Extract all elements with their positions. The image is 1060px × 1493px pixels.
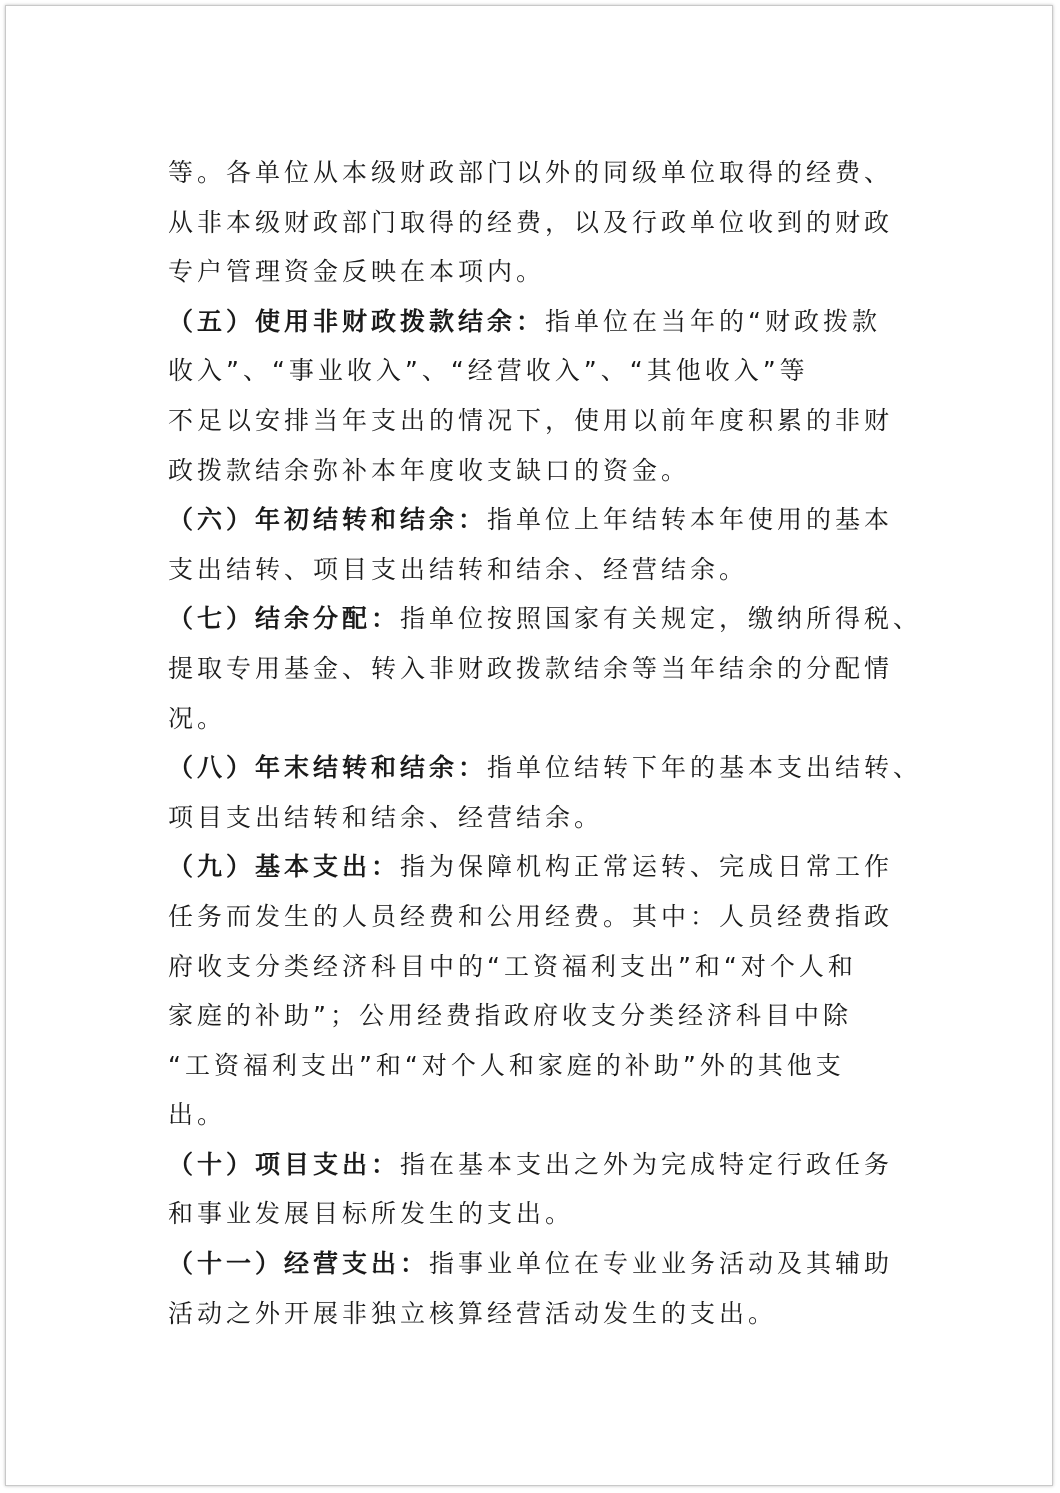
text-line: 支出结转、项目支出结转和结余、经营结余。 <box>168 554 749 584</box>
term-heading: （五）使用非财政拨款结余： <box>168 306 546 336</box>
definition-text: 指单位上年结转本年使用的基本 <box>487 505 894 535</box>
term-heading: （十一）经营支出： <box>168 1249 430 1279</box>
term-heading: （九）基本支出： <box>168 852 401 882</box>
text-line: 从非本级财政部门取得的经费，以及行政单位收到的财政 <box>168 207 894 237</box>
text-line: 和事业发展目标所发生的支出。 <box>168 1199 575 1229</box>
text-line <box>168 495 928 545</box>
item-11-paragraph <box>168 1239 928 1338</box>
definition-text: 指单位在当年的“财政拨款 <box>545 306 881 336</box>
text-line: 活动之外开展非独立核算经营活动发生的支出。 <box>168 1298 778 1328</box>
item-5-paragraph <box>168 297 928 495</box>
text-line <box>168 297 928 347</box>
text-line: 收入”、“事业收入”、“经营收入”、“其他收入”等 <box>168 356 809 386</box>
text-line: 政拨款结余弥补本年度收支缺口的资金。 <box>168 455 691 485</box>
definition-text: 指单位按照国家有关规定，缴纳所得税、 <box>400 604 923 634</box>
text-line: 出。 <box>168 1100 227 1130</box>
text-line: 专户管理资金反映在本项内。 <box>168 257 546 287</box>
term-heading: （七）结余分配： <box>168 604 401 634</box>
term-heading: （十）项目支出： <box>168 1149 401 1179</box>
document-body <box>168 148 928 1338</box>
text-line <box>168 743 928 793</box>
text-line: 家庭的补助”；公用经费指政府收支分类经济科目中除 <box>168 1001 852 1031</box>
item-8-paragraph <box>168 743 928 842</box>
term-heading: （八）年末结转和结余： <box>168 753 488 783</box>
text-line: 等。各单位从本级财政部门以外的同级单位取得的经费、 <box>168 158 894 187</box>
text-line <box>168 1140 928 1190</box>
text-line <box>168 594 928 644</box>
text-line: 提取专用基金、转入非财政拨款结余等当年结余的分配情 <box>168 653 894 683</box>
text-line: 不足以安排当年支出的情况下，使用以前年度积累的非财 <box>168 405 894 435</box>
text-line: 况。 <box>168 703 227 733</box>
text-line: 任务而发生的人员经费和公用经费。其中：人员经费指政 <box>168 901 894 931</box>
text-line: “工资福利支出”和“对个人和家庭的补助”外的其他支 <box>168 1050 845 1080</box>
definition-text: 指为保障机构正常运转、完成日常工作 <box>400 852 894 882</box>
item-6-paragraph <box>168 495 928 594</box>
definition-text: 指在基本支出之外为完成特定行政任务 <box>400 1149 894 1179</box>
intro-paragraph <box>168 148 928 297</box>
definition-text: 指事业单位在专业业务活动及其辅助 <box>429 1249 894 1279</box>
text-line: 项目支出结转和结余、经营结余。 <box>168 802 604 832</box>
item-7-paragraph <box>168 594 928 743</box>
text-line <box>168 1239 928 1289</box>
item-10-paragraph <box>168 1140 928 1239</box>
text-line <box>168 842 928 892</box>
text-line: 府收支分类经济科目中的“工资福利支出”和“对个人和 <box>168 951 857 981</box>
term-heading: （六）年初结转和结余： <box>168 505 488 535</box>
item-9-paragraph <box>168 842 928 1140</box>
document-page <box>5 5 1053 1486</box>
definition-text: 指单位结转下年的基本支出结转、 <box>487 753 923 783</box>
